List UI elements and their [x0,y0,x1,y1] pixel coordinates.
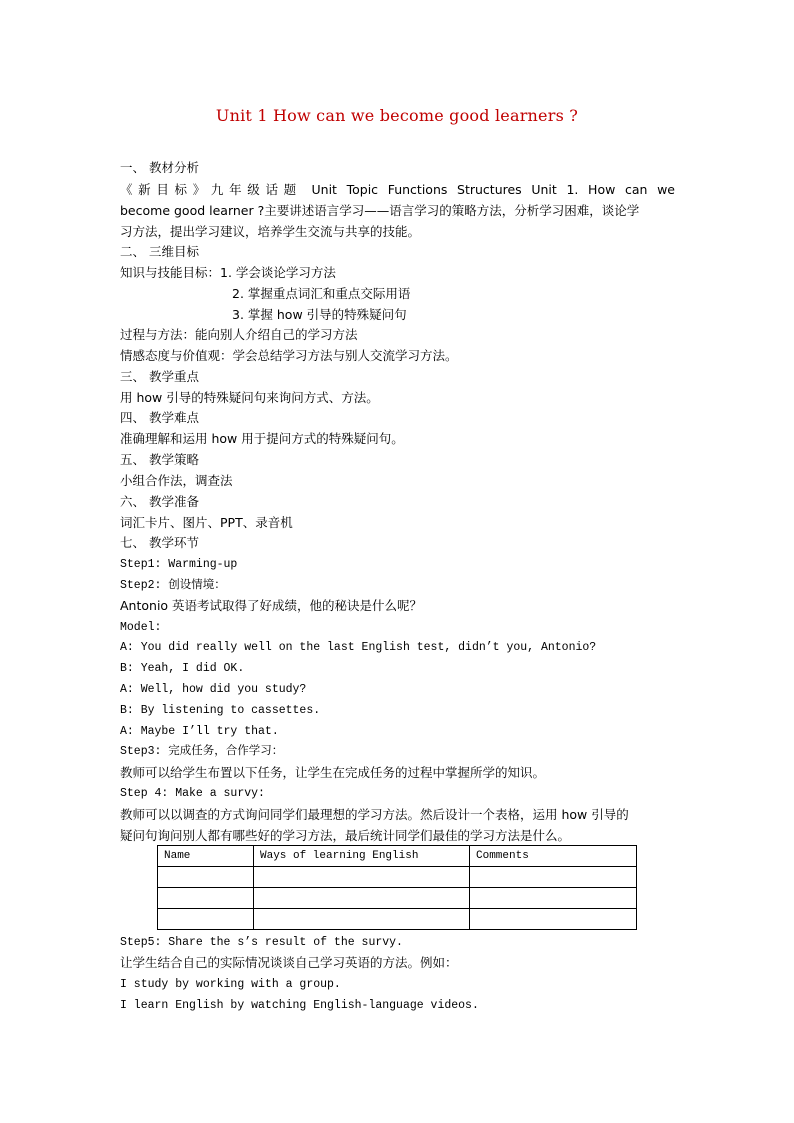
step-5: Step5: Share the s’s result of the survy. [120,936,403,949]
section-heading-difficulties: 四、 教学难点 [120,410,199,425]
table-row [158,867,637,888]
section-heading-procedure: 七、 教学环节 [120,535,199,550]
table-row [158,909,637,930]
dialogue-line: A: Well, how did you study? [120,683,307,696]
difficulty-text: 准确理解和运用 how 用于提问方式的特殊疑问句。 [120,431,404,446]
preparation-text: 词汇卡片、图片、PPT、录音机 [120,515,293,530]
step-4: Step 4: Make a survy: [120,787,265,800]
step-4-text: 教师可以以调查的方式询问同学们最理想的学习方法。然后设计一个表格，运用 how 引导的 [120,807,629,822]
table-cell [254,909,470,930]
example-sentence: I study by working with a group. [120,978,341,991]
table-cell [158,888,254,909]
key-point-text: 用 how 引导的特殊疑问句来询问方式、方法。 [120,390,379,405]
model-label: Model: [120,621,162,634]
table-header-name: Name [158,846,254,867]
step-2: Step2: 创设情境： [120,579,226,592]
section-heading-goals: 二、 三维目标 [120,244,199,259]
section-heading-textbook-analysis: 一、 教材分析 [120,160,199,175]
analysis-paragraph-line: 习方法，提出学习建议，培养学生交流与共享的技能。 [120,224,421,239]
table-header-ways: Ways of learning English [254,846,470,867]
goal-knowledge-2: 2. 掌握重点词汇和重点交际用语 [232,286,411,301]
table-header-row [158,846,637,867]
step-1: Step1: Warming-up [120,558,238,571]
section-heading-key-points: 三、 教学重点 [120,369,199,384]
table-header-comments: Comments [470,846,637,867]
table-row [158,888,637,909]
table-cell [470,867,637,888]
step-4-text: 疑问句询问别人都有哪些好的学习方法，最后统计同学们最佳的学习方法是什么。 [120,828,571,843]
goal-attitude: 情感态度与价值观：学会总结学习方法与别人交流学习方法。 [120,348,458,363]
table-cell [254,888,470,909]
goal-process: 过程与方法：能向别人介绍自己的学习方法 [120,327,358,342]
step-2-text: Antonio 英语考试取得了好成绩，他的秘诀是什么呢？ [120,598,423,613]
table-cell [470,909,637,930]
step-5-text: 让学生结合自己的实际情况谈谈自己学习英语的方法。例如： [120,955,458,970]
section-heading-strategy: 五、 教学策略 [120,452,199,467]
table-cell [158,909,254,930]
table-cell [158,867,254,888]
survey-table [157,845,637,930]
example-sentence: I learn English by watching English-language videos. [120,999,479,1012]
step-3: Step3: 完成任务，合作学习： [120,745,284,758]
analysis-paragraph-line: 《新目标》九年级话题 Unit Topic Functions Structures Unit 1. How can we [120,182,675,197]
dialogue-line: A: Maybe I’ll try that. [120,725,279,738]
goal-knowledge-1: 知识与技能目标：1. 学会谈论学习方法 [120,265,336,280]
step-3-text: 教师可以给学生布置以下任务，让学生在完成任务的过程中掌握所学的知识。 [120,765,546,780]
strategy-text: 小组合作法，调查法 [120,473,233,488]
dialogue-line: A: You did really well on the last English test, didn’t you, Antonio? [120,641,597,654]
table-cell [470,888,637,909]
lesson-title: Unit 1 How can we become good learners ? [215,106,579,125]
dialogue-line: B: Yeah, I did OK. [120,662,245,675]
analysis-paragraph-line: become good learner ?主要讲述语言学习——语言学习的策略方法，分析学习困难，谈论学 [120,203,640,218]
dialogue-line: B: By listening to cassettes. [120,704,321,717]
section-heading-preparation: 六、 教学准备 [120,494,199,509]
goal-knowledge-3: 3. 掌握 how 引导的特殊疑问句 [232,307,407,322]
table-cell [254,867,470,888]
